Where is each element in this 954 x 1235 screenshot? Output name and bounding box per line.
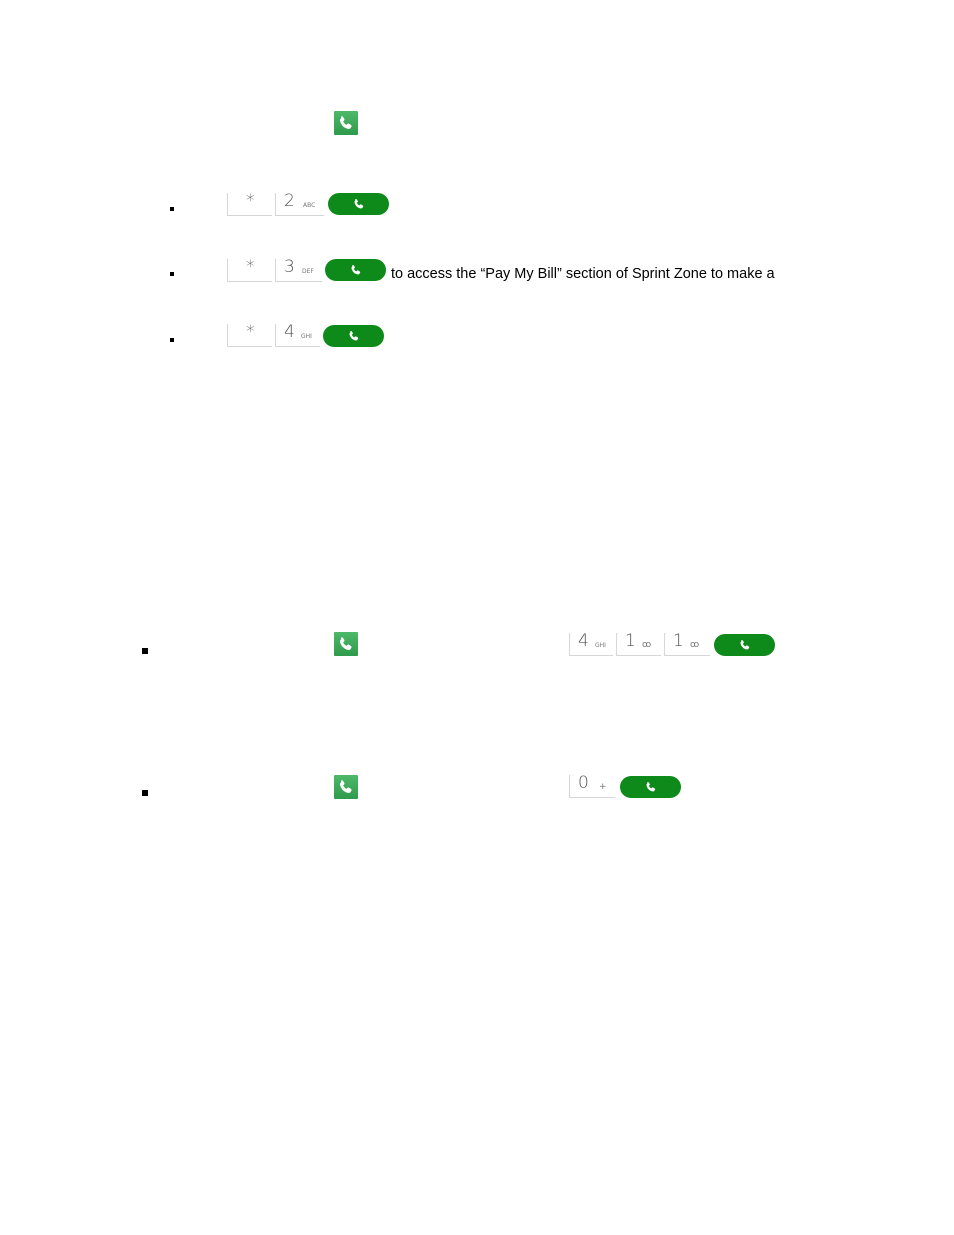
key-digit: *	[246, 322, 255, 342]
key-plus: +	[599, 782, 607, 792]
key-letters: GHI	[595, 642, 606, 649]
voicemail-symbol: ꝏ	[642, 640, 652, 650]
key-digit: *	[246, 191, 255, 211]
key-letters: DEF	[302, 268, 314, 275]
key-star[interactable]	[227, 259, 272, 282]
key-digit: *	[246, 257, 255, 277]
key-digit: 3	[284, 257, 295, 277]
list-bullet	[170, 207, 174, 211]
call-button[interactable]	[714, 634, 775, 656]
key-digit: 1	[673, 631, 684, 651]
phone-handset-icon	[338, 636, 354, 652]
key-1[interactable]	[664, 633, 710, 656]
key-letters: GHI	[301, 333, 312, 340]
phone-app-icon[interactable]	[334, 775, 358, 799]
call-icon	[348, 330, 360, 342]
phone-app-icon[interactable]	[334, 111, 358, 135]
list-bullet	[142, 648, 148, 654]
list-bullet	[170, 272, 174, 276]
call-button[interactable]	[325, 259, 386, 281]
call-button[interactable]	[323, 325, 384, 347]
key-digit: 4	[578, 631, 589, 651]
call-icon	[350, 264, 362, 276]
key-4[interactable]	[275, 324, 320, 347]
key-letters: ABC	[303, 202, 316, 209]
phone-app-icon[interactable]	[334, 632, 358, 656]
key-4[interactable]	[569, 633, 613, 656]
call-icon	[353, 198, 365, 210]
key-1[interactable]	[616, 633, 661, 656]
voicemail-symbol: ꝏ	[690, 640, 700, 650]
call-icon	[739, 639, 751, 651]
call-icon	[645, 781, 657, 793]
list-bullet	[142, 790, 148, 796]
key-2[interactable]	[275, 193, 324, 216]
key-digit: 1	[625, 631, 636, 651]
list-bullet	[170, 338, 174, 342]
key-star[interactable]	[227, 193, 272, 216]
key-3[interactable]	[275, 259, 322, 282]
phone-handset-icon	[338, 779, 354, 795]
call-button[interactable]	[328, 193, 389, 215]
key-digit: 2	[284, 191, 295, 211]
pay-bill-instruction: to access the “Pay My Bill” section of Sprint Zone to make a	[391, 266, 775, 282]
key-0[interactable]	[569, 775, 615, 798]
phone-handset-icon	[338, 115, 354, 131]
call-button[interactable]	[620, 776, 681, 798]
key-star[interactable]	[227, 324, 272, 347]
key-digit: 0	[578, 773, 589, 793]
key-digit: 4	[284, 322, 295, 342]
